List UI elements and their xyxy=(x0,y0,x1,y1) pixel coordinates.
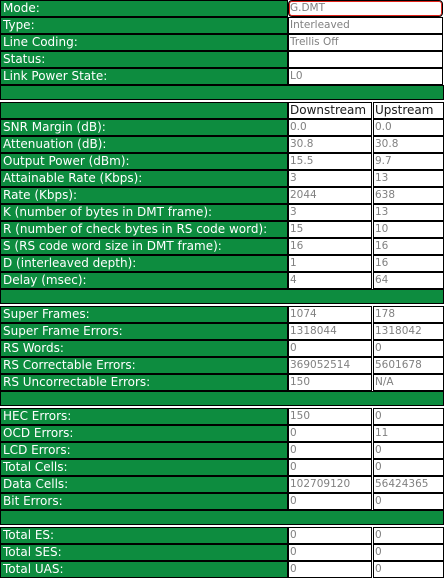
hec-errors-downstream-value: 150 xyxy=(288,408,372,425)
hec-errors-row xyxy=(0,408,444,425)
section-separator xyxy=(0,85,444,102)
attainable-rate-row xyxy=(0,170,444,187)
rs-uncorrectable-errors-downstream-value: 150 xyxy=(288,374,372,391)
downstream-header: Downstream xyxy=(288,102,372,119)
type-label: Type: xyxy=(0,17,288,34)
total-uas-row xyxy=(0,561,444,578)
s-row xyxy=(0,238,444,255)
total-cells-upstream-value: 0 xyxy=(373,459,444,476)
total-es-downstream-value: 0 xyxy=(288,527,372,544)
s-upstream-value: 16 xyxy=(373,238,444,255)
r-downstream-value: 15 xyxy=(288,221,372,238)
separator-band xyxy=(0,85,444,100)
hec-errors-label: HEC Errors: xyxy=(0,408,288,425)
data-cells-row xyxy=(0,476,444,493)
upstream-header: Upstream xyxy=(373,102,444,119)
mode-label: Mode: xyxy=(0,0,288,17)
hec-errors-upstream-value: 0 xyxy=(373,408,444,425)
total-es-upstream-value: 0 xyxy=(373,527,444,544)
delay-downstream-value: 4 xyxy=(288,272,372,289)
data-cells-upstream-value: 56424365 xyxy=(373,476,444,493)
line-coding-value: Trellis Off xyxy=(288,34,443,51)
total-uas-label: Total UAS: xyxy=(0,561,288,578)
attainable-rate-downstream-value: 3 xyxy=(288,170,372,187)
lcd-errors-downstream-value: 0 xyxy=(288,442,372,459)
ocd-errors-downstream-value: 0 xyxy=(288,425,372,442)
k-row xyxy=(0,204,444,221)
snr-margin-upstream-value: 0.0 xyxy=(373,119,444,136)
mode-value: G.DMT xyxy=(288,0,443,17)
attenuation-upstream-value: 30.8 xyxy=(373,136,444,153)
bit-errors-downstream-value: 0 xyxy=(288,493,372,510)
link-power-state-label: Link Power State: xyxy=(0,68,288,85)
rs-uncorrectable-errors-upstream-value: N/A xyxy=(373,374,444,391)
rate-row xyxy=(0,187,444,204)
section-separator xyxy=(0,391,444,408)
r-row xyxy=(0,221,444,238)
column-header-row xyxy=(0,102,444,119)
rs-correctable-errors-row xyxy=(0,357,444,374)
lcd-errors-row xyxy=(0,442,444,459)
type-row xyxy=(0,17,444,34)
rs-uncorrectable-errors-label: RS Uncorrectable Errors: xyxy=(0,374,288,391)
total-ses-downstream-value: 0 xyxy=(288,544,372,561)
section-separator xyxy=(0,289,444,306)
k-upstream-value: 13 xyxy=(373,204,444,221)
rs-correctable-errors-label: RS Correctable Errors: xyxy=(0,357,288,374)
r-upstream-value: 10 xyxy=(373,221,444,238)
data-cells-label: Data Cells: xyxy=(0,476,288,493)
total-ses-upstream-value: 0 xyxy=(373,544,444,561)
rate-label: Rate (Kbps): xyxy=(0,187,288,204)
attainable-rate-upstream-value: 13 xyxy=(373,170,444,187)
d-label: D (interleaved depth): xyxy=(0,255,288,272)
delay-label: Delay (msec): xyxy=(0,272,288,289)
section-separator xyxy=(0,510,444,527)
r-label: R (number of check bytes in RS code word): xyxy=(0,221,288,238)
separator-band xyxy=(0,289,444,304)
total-es-row xyxy=(0,527,444,544)
super-frame-errors-downstream-value: 1318044 xyxy=(288,323,372,340)
total-cells-row xyxy=(0,459,444,476)
mode-row xyxy=(0,0,444,17)
lcd-errors-label: LCD Errors: xyxy=(0,442,288,459)
bit-errors-row xyxy=(0,493,444,510)
rate-downstream-value: 2044 xyxy=(288,187,372,204)
super-frames-label: Super Frames: xyxy=(0,306,288,323)
total-uas-downstream-value: 0 xyxy=(288,561,372,578)
rate-upstream-value: 638 xyxy=(373,187,444,204)
rs-words-upstream-value: 0 xyxy=(373,340,444,357)
line-coding-label: Line Coding: xyxy=(0,34,288,51)
total-ses-label: Total SES: xyxy=(0,544,288,561)
separator-band xyxy=(0,391,444,406)
super-frame-errors-label: Super Frame Errors: xyxy=(0,323,288,340)
super-frame-errors-row xyxy=(0,323,444,340)
output-power-upstream-value: 9.7 xyxy=(373,153,444,170)
d-row xyxy=(0,255,444,272)
bit-errors-label: Bit Errors: xyxy=(0,493,288,510)
s-label: S (RS code word size in DMT frame): xyxy=(0,238,288,255)
status-value xyxy=(288,51,443,68)
ocd-errors-row xyxy=(0,425,444,442)
attenuation-downstream-value: 30.8 xyxy=(288,136,372,153)
k-downstream-value: 3 xyxy=(288,204,372,221)
super-frames-row xyxy=(0,306,444,323)
total-cells-downstream-value: 0 xyxy=(288,459,372,476)
header-label-cell xyxy=(0,102,288,119)
k-label: K (number of bytes in DMT frame): xyxy=(0,204,288,221)
link-power-state-value: L0 xyxy=(288,68,443,85)
s-downstream-value: 16 xyxy=(288,238,372,255)
d-downstream-value: 1 xyxy=(288,255,372,272)
output-power-label: Output Power (dBm): xyxy=(0,153,288,170)
delay-row xyxy=(0,272,444,289)
rs-uncorrectable-errors-row xyxy=(0,374,444,391)
attainable-rate-label: Attainable Rate (Kbps): xyxy=(0,170,288,187)
snr-margin-downstream-value: 0.0 xyxy=(288,119,372,136)
total-cells-label: Total Cells: xyxy=(0,459,288,476)
separator-band xyxy=(0,510,444,525)
total-uas-upstream-value: 0 xyxy=(373,561,444,578)
d-upstream-value: 16 xyxy=(373,255,444,272)
attenuation-label: Attenuation (dB): xyxy=(0,136,288,153)
link-power-state-row xyxy=(0,68,444,85)
data-cells-downstream-value: 102709120 xyxy=(288,476,372,493)
delay-upstream-value: 64 xyxy=(373,272,444,289)
super-frames-upstream-value: 178 xyxy=(373,306,444,323)
rs-words-row xyxy=(0,340,444,357)
super-frames-downstream-value: 1074 xyxy=(288,306,372,323)
attenuation-row xyxy=(0,136,444,153)
total-es-label: Total ES: xyxy=(0,527,288,544)
bit-errors-upstream-value: 0 xyxy=(373,493,444,510)
type-value: Interleaved xyxy=(288,17,443,34)
ocd-errors-upstream-value: 11 xyxy=(373,425,444,442)
output-power-row xyxy=(0,153,444,170)
status-label: Status: xyxy=(0,51,288,68)
line-coding-row xyxy=(0,34,444,51)
rs-words-label: RS Words: xyxy=(0,340,288,357)
output-power-downstream-value: 15.5 xyxy=(288,153,372,170)
rs-words-downstream-value: 0 xyxy=(288,340,372,357)
lcd-errors-upstream-value: 0 xyxy=(373,442,444,459)
snr-margin-label: SNR Margin (dB): xyxy=(0,119,288,136)
status-row xyxy=(0,51,444,68)
snr-margin-row xyxy=(0,119,444,136)
rs-correctable-errors-downstream-value: 369052514 xyxy=(288,357,372,374)
rs-correctable-errors-upstream-value: 5601678 xyxy=(373,357,444,374)
total-ses-row xyxy=(0,544,444,561)
ocd-errors-label: OCD Errors: xyxy=(0,425,288,442)
super-frame-errors-upstream-value: 1318042 xyxy=(373,323,444,340)
